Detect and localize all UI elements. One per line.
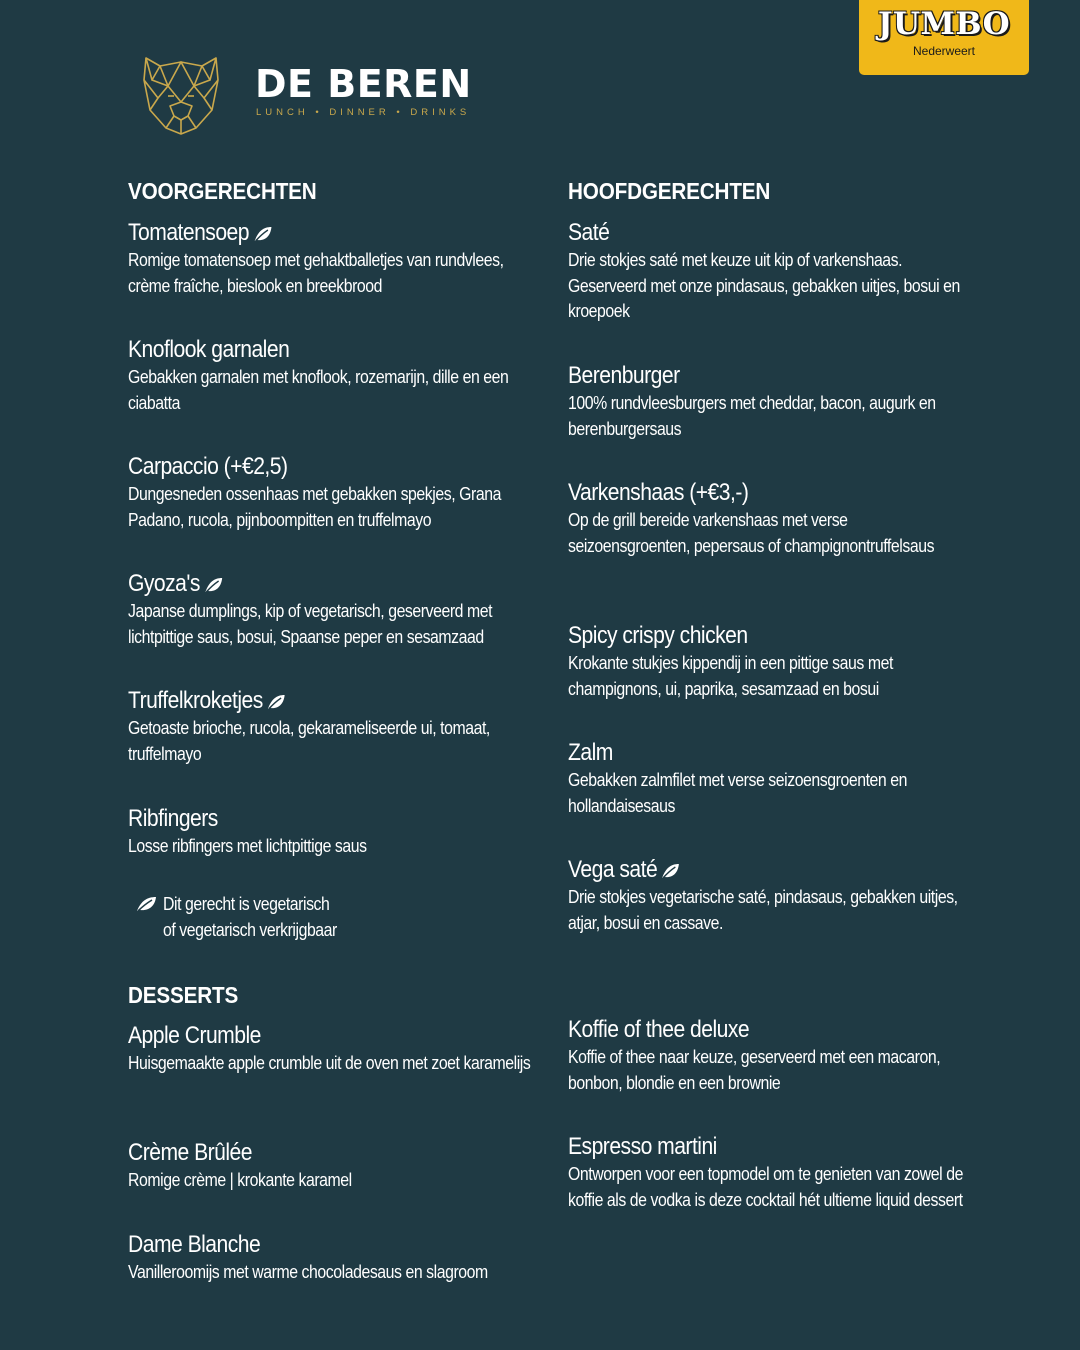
menu-item [568,621,1008,702]
leaf-icon [253,225,272,243]
item-description: Gebakken zalmfilet met verse seizoensgroenten en hollandaisesaus [568,770,907,816]
menu-item [568,738,1008,819]
item-description: Vanilleroomijs met warme chocoladesaus en slagroom [128,1262,488,1282]
legend-line: of vegetarisch verkrijgbaar [163,919,337,940]
leaf-icon [203,576,222,594]
item-description: Japanse dumplings, kip of vegetarisch, geserveerd met lichtpittige saus, bosui, Spaanse peper en sesamzaad [128,601,493,647]
menu-item [128,686,568,767]
item-description: Dungesneden ossenhaas met gebakken spekjes, Grana Padano, rucola, pijnboompitten en truffelmayo [128,484,501,530]
menu-item [128,1021,568,1077]
vegetarian-legend [135,892,361,943]
menu-item [568,478,1008,559]
item-description: Ontworpen voor een topmodel om te genieten van zowel de koffie als de vodka is deze cocktail hét ultieme liquid dessert [568,1164,963,1210]
menu-item [568,218,1008,325]
item-description: Getoaste brioche, rucola, gekarameliseerde ui, tomaat, truffelmayo [128,718,490,764]
item-name: Dame Blanche [128,1231,261,1258]
item-description: Drie stokjes vegetarische saté, pindasaus, gebakken uitjes, atjar, bosui en cassave. [568,887,958,933]
item-name: Koffie of thee deluxe [568,1016,750,1043]
item-description: Krokante stukjes kippendij in een pittige saus met champignons, ui, paprika, sesamzaad en bosui [568,653,893,699]
bear-head-icon [138,50,224,136]
item-name: Gyoza's [128,569,515,599]
item-name: Truffelkroketjes [128,686,515,716]
section-title-voorgerechten: VOORGERECHTEN [128,178,317,204]
menu-item [128,452,568,533]
brand-tagline: LUNCH • DINNER • DRINKS [256,107,471,118]
jumbo-location: Nederweert [912,44,976,58]
item-description: Koffie of thee naar keuze, geserveerd met een macaron, bonbon, blondie en een brownie [568,1047,941,1093]
item-description: Losse ribfingers met lichtpittige saus [128,836,367,856]
item-name: Spicy crispy chicken [568,622,748,649]
menu-item [568,1132,1008,1213]
leaf-icon [661,862,680,880]
item-name: Berenburger [568,362,680,389]
item-name: Ribfingers [128,805,218,832]
item-description: Huisgemaakte apple crumble uit de oven met zoet karamelijs [128,1053,531,1073]
menu-item [128,1230,568,1286]
item-description: Gebakken garnalen met knoflook, rozemarijn, dille en een ciabatta [128,367,509,413]
item-description: Romige tomatensoep met gehaktballetjes van rundvlees, crème fraîche, bieslook en breekbrood [128,250,504,296]
menu-item [128,1138,568,1194]
menu-item [128,569,568,650]
menu-item [568,855,1008,936]
leaf-icon [135,895,157,913]
item-name: Crème Brûlée [128,1139,252,1166]
item-name: Espresso martini [568,1133,717,1160]
item-name: Vega saté [568,855,955,885]
item-description: Romige crème | krokante karamel [128,1170,352,1190]
item-name: Tomatensoep [128,218,515,248]
item-description: Drie stokjes saté met keuze uit kip of varkenshaas. Geserveerd met onze pindasaus, gebakken uitjes, bosui en kroepoek [568,250,960,321]
menu-item [568,361,1008,442]
item-name: Knoflook garnalen [128,336,290,363]
menu-item [568,1015,1008,1096]
item-description: 100% rundvleesburgers met cheddar, bacon, augurk en berenburgersaus [568,393,936,439]
item-name: Apple Crumble [128,1022,261,1049]
brand-name: DE BEREN [255,62,472,106]
item-name: Saté [568,219,610,246]
item-name: Carpaccio (+€2,5) [128,453,288,480]
jumbo-logo: JUMBO [877,6,1011,42]
menu-item [128,804,568,860]
item-name: Zalm [568,739,613,766]
section-title-hoofdgerechten: HOOFDGERECHTEN [568,178,771,204]
jumbo-badge [859,0,1029,75]
menu-item [128,335,568,416]
section-title-desserts: DESSERTS [128,982,239,1008]
item-description: Op de grill bereide varkenshaas met verse seizoensgroenten, pepersaus of champignontruffelsaus [568,510,935,556]
leaf-icon [266,693,285,711]
item-name: Varkenshaas (+€3,-) [568,479,749,506]
menu-item [128,218,568,299]
legend-line: Dit gerecht is vegetarisch [163,894,330,914]
